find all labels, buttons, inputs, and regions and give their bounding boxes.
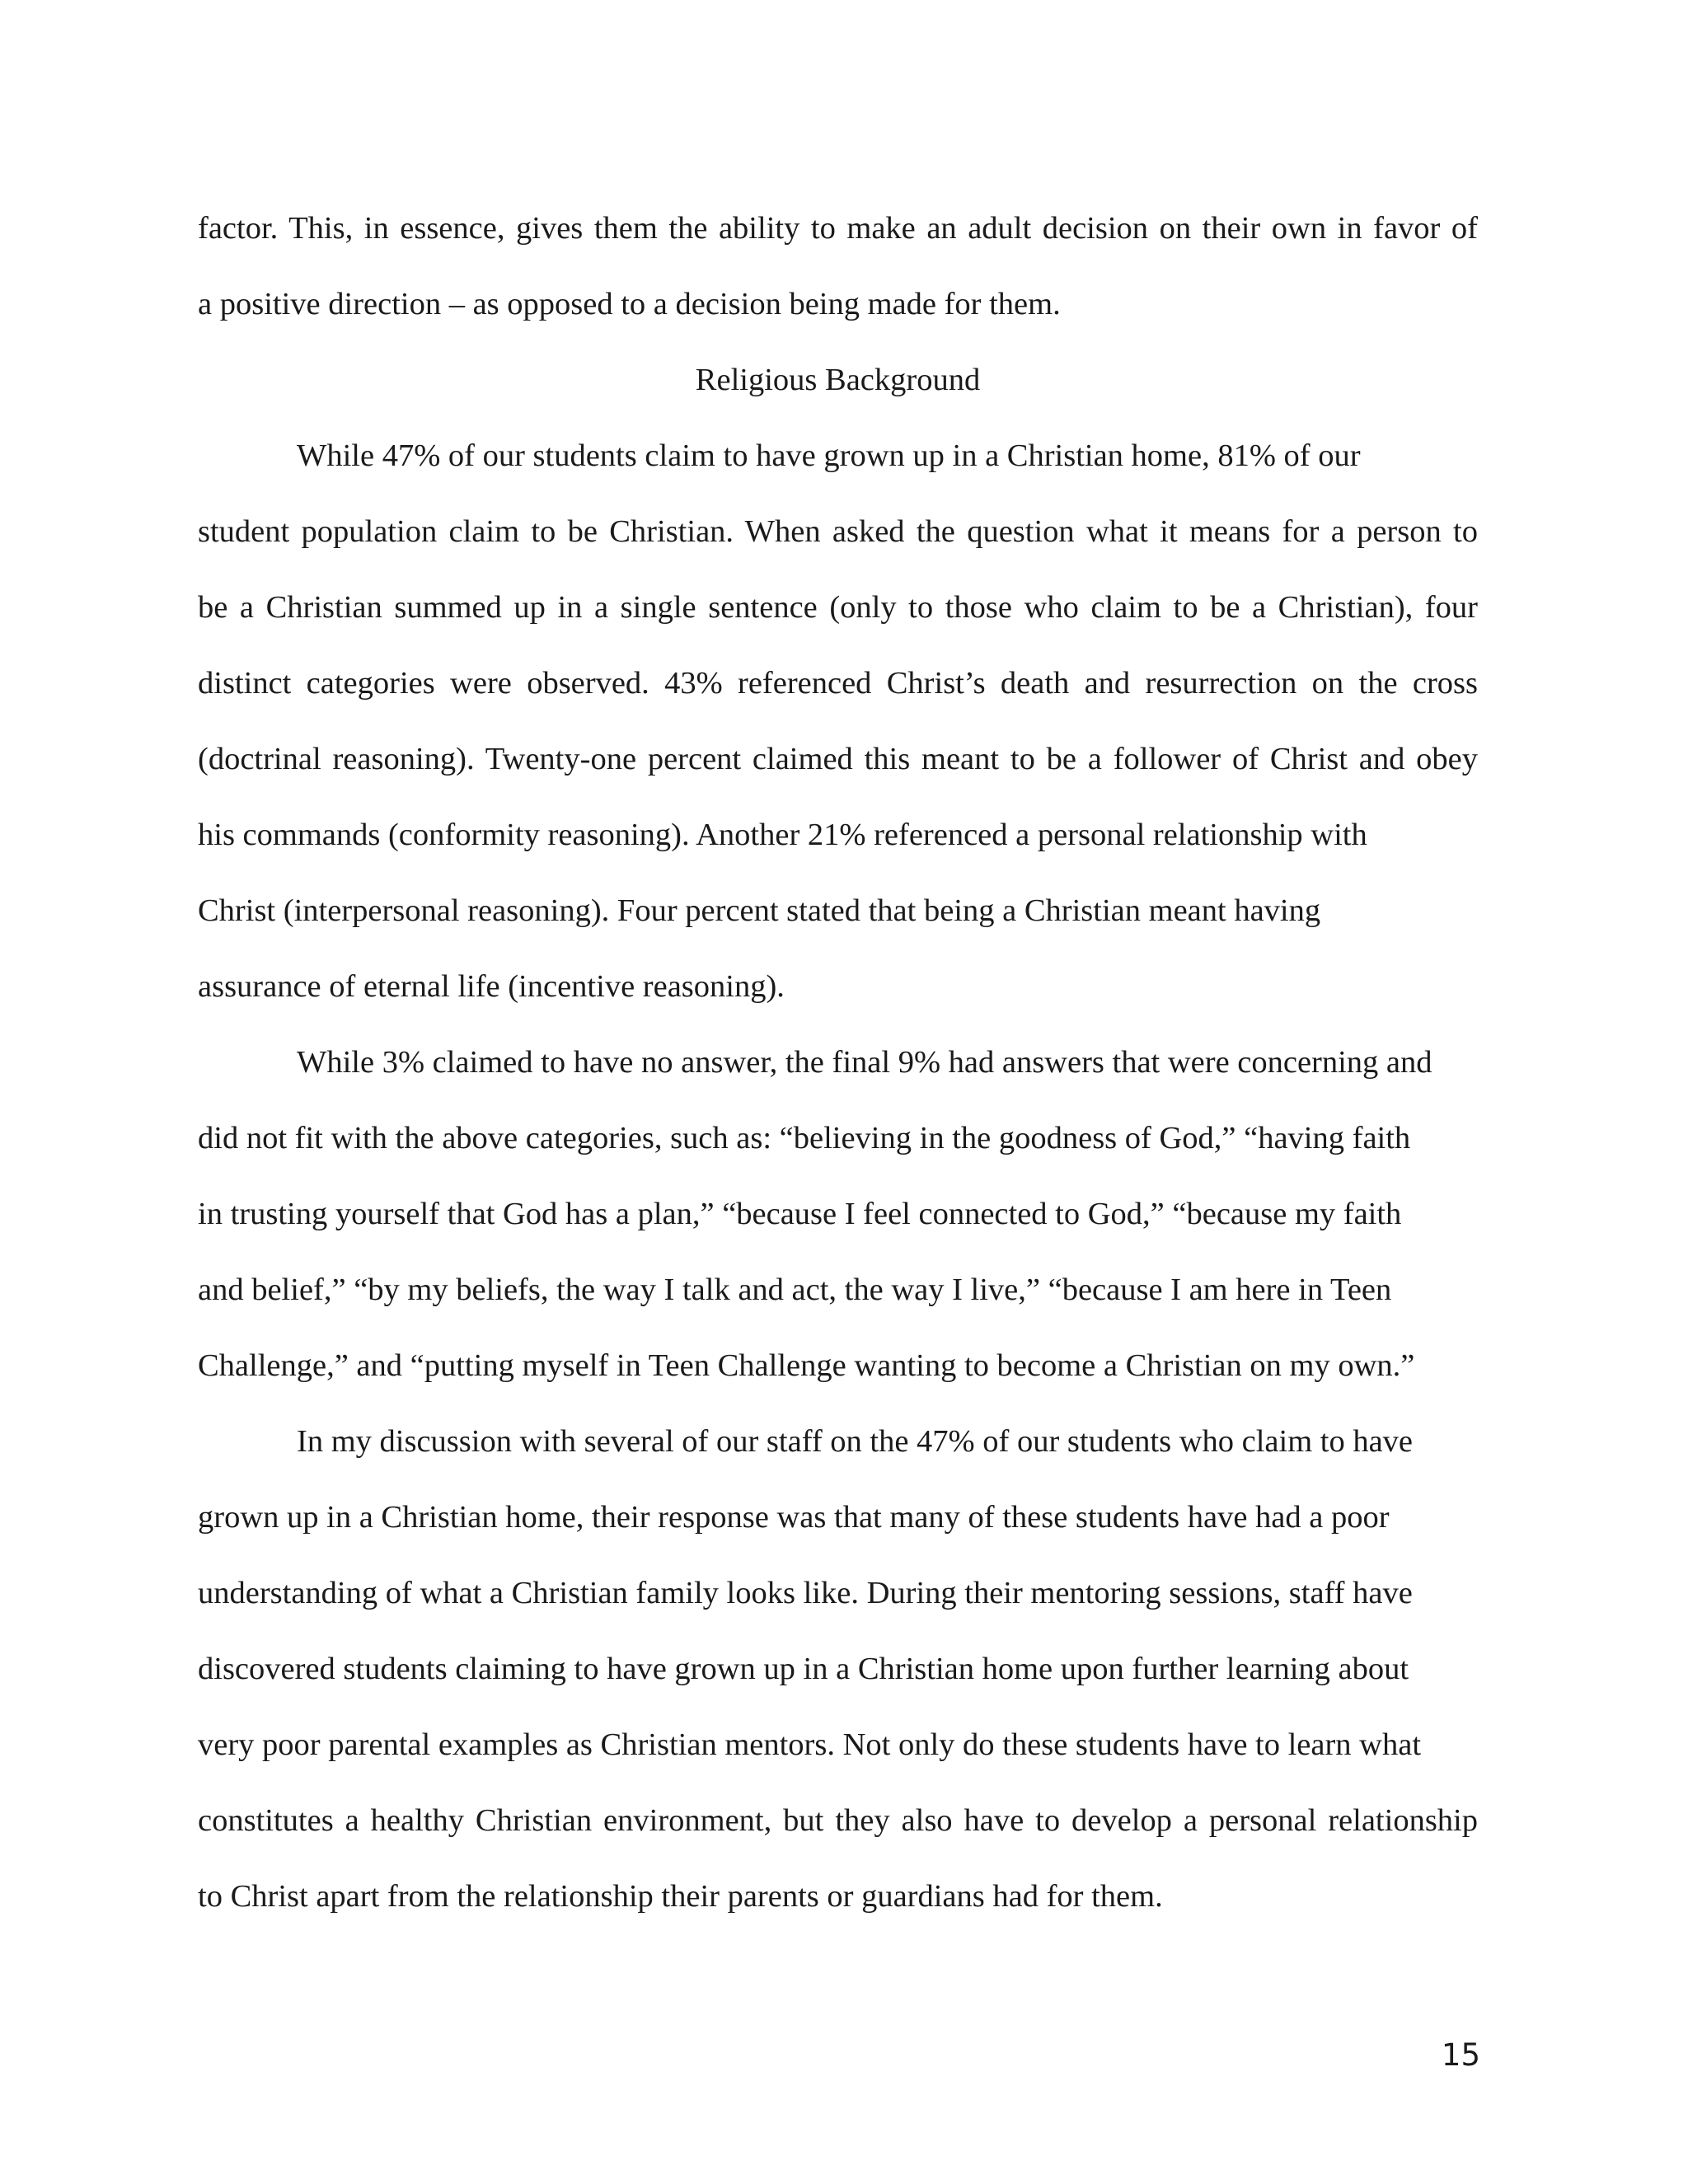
text-line: student population claim to be Christian. When asked the question what it means for a person to bbox=[198, 514, 1478, 549]
text-line: be a Christian summed up in a single sentence (only to those who claim to be a Christian), four bbox=[198, 590, 1478, 625]
text-line: Challenge,” and “putting myself in Teen Challenge wanting to become a Christian on my own.” bbox=[198, 1348, 1415, 1383]
text-line: discovered students claiming to have grown up in a Christian home upon further learning about bbox=[198, 1652, 1409, 1686]
text-line: understanding of what a Christian family looks like. During their mentoring sessions, staff have bbox=[198, 1576, 1413, 1610]
opening-paragraph bbox=[198, 190, 1478, 342]
text-line: a positive direction – as opposed to a decision being made for them. bbox=[198, 287, 1061, 321]
text-line: his commands (conformity reasoning). Another 21% referenced a personal relationship with bbox=[198, 818, 1367, 852]
section-heading: Religious Background bbox=[695, 363, 981, 397]
paragraph-staff-discussion bbox=[198, 1404, 1478, 1934]
page-number: 15 bbox=[1441, 2037, 1480, 2073]
text-line: (doctrinal reasoning). Twenty-one percent claimed this meant to be a follower of Christ and obey bbox=[198, 742, 1478, 776]
text-line: in trusting yourself that God has a plan,” “because I feel connected to God,” “because my faith bbox=[198, 1197, 1402, 1231]
text-line: and belief,” “by my beliefs, the way I talk and act, the way I live,” “because I am here in Teen bbox=[198, 1272, 1392, 1307]
text-line: distinct categories were observed. 43% referenced Christ’s death and resurrection on the cross bbox=[198, 666, 1478, 701]
text-line: grown up in a Christian home, their response was that many of these students have had a poor bbox=[198, 1500, 1390, 1535]
text-line: Christ (interpersonal reasoning). Four percent stated that being a Christian meant having bbox=[198, 893, 1321, 928]
text-line: While 47% of our students claim to have grown up in a Christian home, 81% of our bbox=[297, 438, 1361, 473]
text-line: In my discussion with several of our staff on the 47% of our students who claim to have bbox=[297, 1424, 1414, 1459]
paragraph-concerning-answers bbox=[198, 1024, 1478, 1404]
body-text bbox=[198, 190, 1478, 1934]
text-line: assurance of eternal life (incentive reasoning). bbox=[198, 969, 785, 1004]
text-line: to Christ apart from the relationship their parents or guardians had for them. bbox=[198, 1879, 1163, 1914]
text-line: factor. This, in essence, gives them the ability to make an adult decision on their own in favor of bbox=[198, 211, 1478, 246]
text-line: did not fit with the above categories, such as: “believing in the goodness of God,” “having faith bbox=[198, 1121, 1411, 1155]
text-line: constitutes a healthy Christian environment, but they also have to develop a personal relationship bbox=[198, 1803, 1478, 1838]
paragraph-categories bbox=[198, 418, 1478, 1024]
text-line: While 3% claimed to have no answer, the final 9% had answers that were concerning and bbox=[297, 1045, 1432, 1080]
text-line: very poor parental examples as Christian mentors. Not only do these students have to learn what bbox=[198, 1727, 1422, 1762]
